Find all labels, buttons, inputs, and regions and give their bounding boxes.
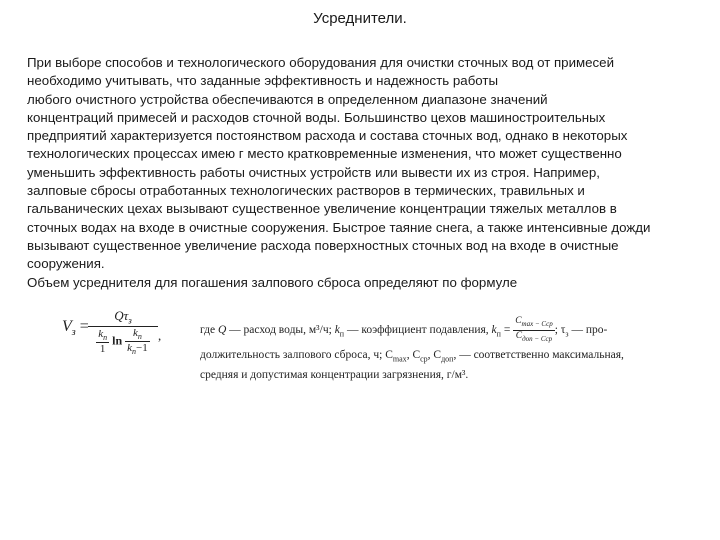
paragraph-line: любого очистного устройства обеспечиваются в определенном диапазоне значений xyxy=(27,91,548,107)
slide-title: Усреднители. xyxy=(313,10,407,27)
paragraph-line: Объем усреднителя для погашения залпового сброса определяют по формуле xyxy=(27,274,518,290)
paragraph-line: уменьшить эффективность работы очистных устройств или вывести их из строя. Например, xyxy=(27,164,600,180)
legend-line-3: средняя и допустимая концентрации загрязнения, г/м³. xyxy=(200,369,469,382)
body-paragraph xyxy=(27,54,717,292)
paragraph-line: концентраций примесей и расходов сточной воды. Большинство цехов машиностроительных xyxy=(27,109,606,125)
formula-lhs: $V_з$ = xyxy=(62,318,89,339)
formula-denominator: $\frac{k_п}{1}$ ln $\frac{k_п}{k_п-1}$ xyxy=(98,326,148,356)
paragraph-line: гальванических цехах вызывают существенное увеличение концентрации тяжелых металлов в xyxy=(27,201,617,217)
formula-numerator: $Q\tau_з$ xyxy=(88,308,158,327)
paragraph-line: сооружения. xyxy=(27,256,105,272)
formula-main-fraction xyxy=(88,308,158,356)
formula-comma: , xyxy=(158,328,162,343)
paragraph-line: технологических процессах имею г место кратковременные изменения, что может существенно xyxy=(27,146,622,162)
paragraph-line: При выборе способов и технологического оборудования для очистки сточных вод от примесей xyxy=(27,55,615,70)
paragraph-line: вызывают существенное увеличение расхода поверхностных сточных вод на входе в очистные xyxy=(27,237,619,253)
paragraph-line: залповые сбросы отработанных технологических растворов в термических, травильных и xyxy=(27,183,585,199)
legend-line-2: должительность залпового сброса, ч; $C_{max}$, $C_{ср}$, $C_{доп}$, — соответственно максимальная, xyxy=(200,348,624,364)
paragraph-line: сточных водах на входе в очистные сооружения. Быстрое таяние снега, а также интенсивные дожди xyxy=(27,219,651,235)
paragraph-line: необходимо учитывать, что заданные эффективность и надежность работы xyxy=(27,73,499,89)
paragraph-line: предприятий характеризуется постоянством расхода и состава сточных вод, однако в некоторых xyxy=(27,128,628,144)
formula-legend xyxy=(200,316,700,381)
legend-line-1: где Q — расход воды, м³/ч; $k_п$ — коэффициент подавления, $k_п$ = $\frac{C_{max - Cср}}{C_{доп - Cср}}$ ; $\tau_з$ — про- xyxy=(200,316,608,343)
formula-image xyxy=(62,308,702,388)
